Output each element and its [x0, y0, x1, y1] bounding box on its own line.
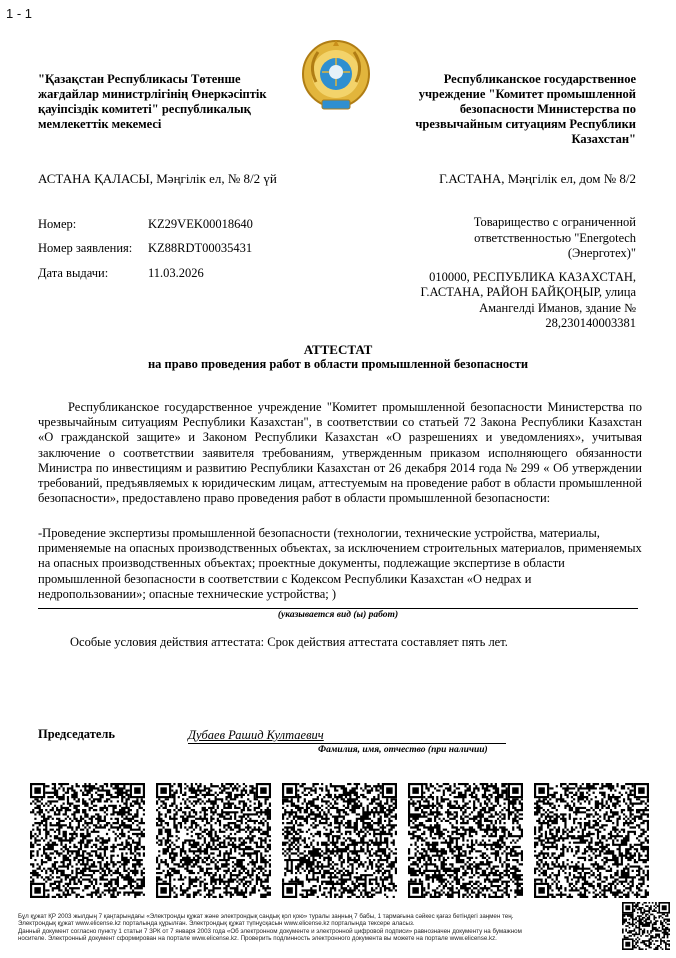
recipient-block — [406, 215, 636, 332]
qr-code-2 — [156, 783, 271, 898]
qr-code-5 — [534, 783, 649, 898]
page-number: 1 - 1 — [6, 6, 33, 21]
issuer-name-russian: Республиканское государственное учреждение "Комитет промышленной безопасности Министерства по чрезвычайным ситуациям Республики Казахстан" — [415, 72, 636, 146]
recipient-name: Товарищество с ограниченной ответственностью "Energotech (Энерготех)" — [473, 215, 636, 260]
document-title: АТТЕСТАТ — [303, 342, 373, 357]
qr-code-4 — [408, 783, 523, 898]
issuer-address-russian: Г.АСТАНА, Мәңгілік ел, дом № 8/2 — [439, 171, 636, 186]
recipient-address: 010000, РЕСПУБЛИКА КАЗАХСТАН, Г.АСТАНА, РАЙОН БАЙҚОҢЫР, улица Амангелді Иманов, здание № 28,230140003381 — [420, 269, 636, 330]
signatory-caption: Фамилия, имя, отчество (при наличии) — [318, 745, 488, 755]
legal-footer — [18, 913, 616, 943]
application-number-value: KZ88RDT00035431 — [148, 241, 253, 255]
application-number-label: Номер заявления: — [38, 241, 133, 255]
signatory-title: Председатель — [38, 727, 116, 741]
works-caption: (указывается вид (ы) работ) — [277, 610, 399, 620]
signature-underline — [188, 743, 506, 744]
works-underline — [38, 608, 638, 609]
qr-code-row — [30, 783, 650, 898]
number-label: Номер: — [38, 217, 77, 231]
issuer-address-kazakh: АСТАНА ҚАЛАСЫ, Мәңгілік ел, № 8/2 үй — [38, 171, 277, 186]
qr-code-3 — [282, 783, 397, 898]
qr-code-1 — [30, 783, 145, 898]
main-paragraph: Республиканское государственное учреждение "Комитет промышленной безопасности Министерства по чрезвычайным ситуациям Республики Казахстан", в соответствии со статьей 72 Закона Республики Казахстан «О гражданской защите» и Законом Республики Казахстан «О разрешениях и уведомлениях», учитывая заключение о соответствии заявителя требованиям, утвержденным приказом исполняющего обязанности Министра по инвестициям и развитию Республики Казахстан от 26 декабря 2014 года № 299 « Об утверждении требований, предъявляемых к юридическим лицам, аттестуемым на проведение работ в области промышленной безопасности», предоставлено право проведения работ в области промышленной безопасности: — [38, 400, 642, 506]
permitted-works: -Проведение экспертизы промышленной безопасности (технологии, технические устройства, материалы, применяемые на опасных производственных объектах, за исключением строительных материалов, применяемых на опасных производственных объектах; проектные документы, подлежащие экспертизе в области промышленной безопасности в соответствии с Кодексом Республики Казахстан «О недрах и недропользовании»; опасные технические устройства; ) — [38, 526, 642, 601]
number-value: KZ29VEK00018640 — [148, 217, 253, 231]
issuer-name-kazakh: "Қазақстан Республикасы Төтенше жағдайлар министрлігінің Өнеркәсіптік қауіпсіздік комитеті" республикалық мемлекеттік мекемесі — [38, 72, 267, 131]
issue-date-value: 11.03.2026 — [148, 266, 204, 280]
qr-code-small — [622, 902, 670, 950]
footer-line-4: носителе. Электронный документ сформирован на портале www.elicense.kz. Проверить подлинность электронного документа вы можете на портале www.elicense.kz. — [18, 935, 497, 943]
footer-line-2: Электрондық құжат www.elicense.kz порталында құрылған. Электрондық құжат түпнұсқасын www.elicense.kz порталында тексере аласыз. — [18, 920, 415, 928]
issue-date-label: Дата выдачи: — [38, 266, 109, 280]
footer-line-3: Данный документ согласно пункту 1 статьи 7 ЗРК от 7 января 2003 года «Об электронном документе и электронной цифровой подписи» равнозначен документу на бумажном — [18, 927, 522, 935]
signatory-name: Дубаев Рашид Култаевич — [188, 728, 324, 742]
state-emblem-icon — [300, 38, 372, 114]
special-conditions: Особые условия действия аттестата: Срок действия аттестата составляет пять лет. — [70, 635, 508, 649]
footer-line-1: Бұл құжат ҚР 2003 жылдың 7 қаңтарындағы «Электронды құжат және электрондық сандық қол қою» туралы заңның 7 бабы, 1 тармағына сәйкес қағаз бетіндегі заңмен тең. — [18, 913, 514, 920]
document-subtitle: на право проведения работ в области промышленной безопасности — [147, 357, 529, 371]
